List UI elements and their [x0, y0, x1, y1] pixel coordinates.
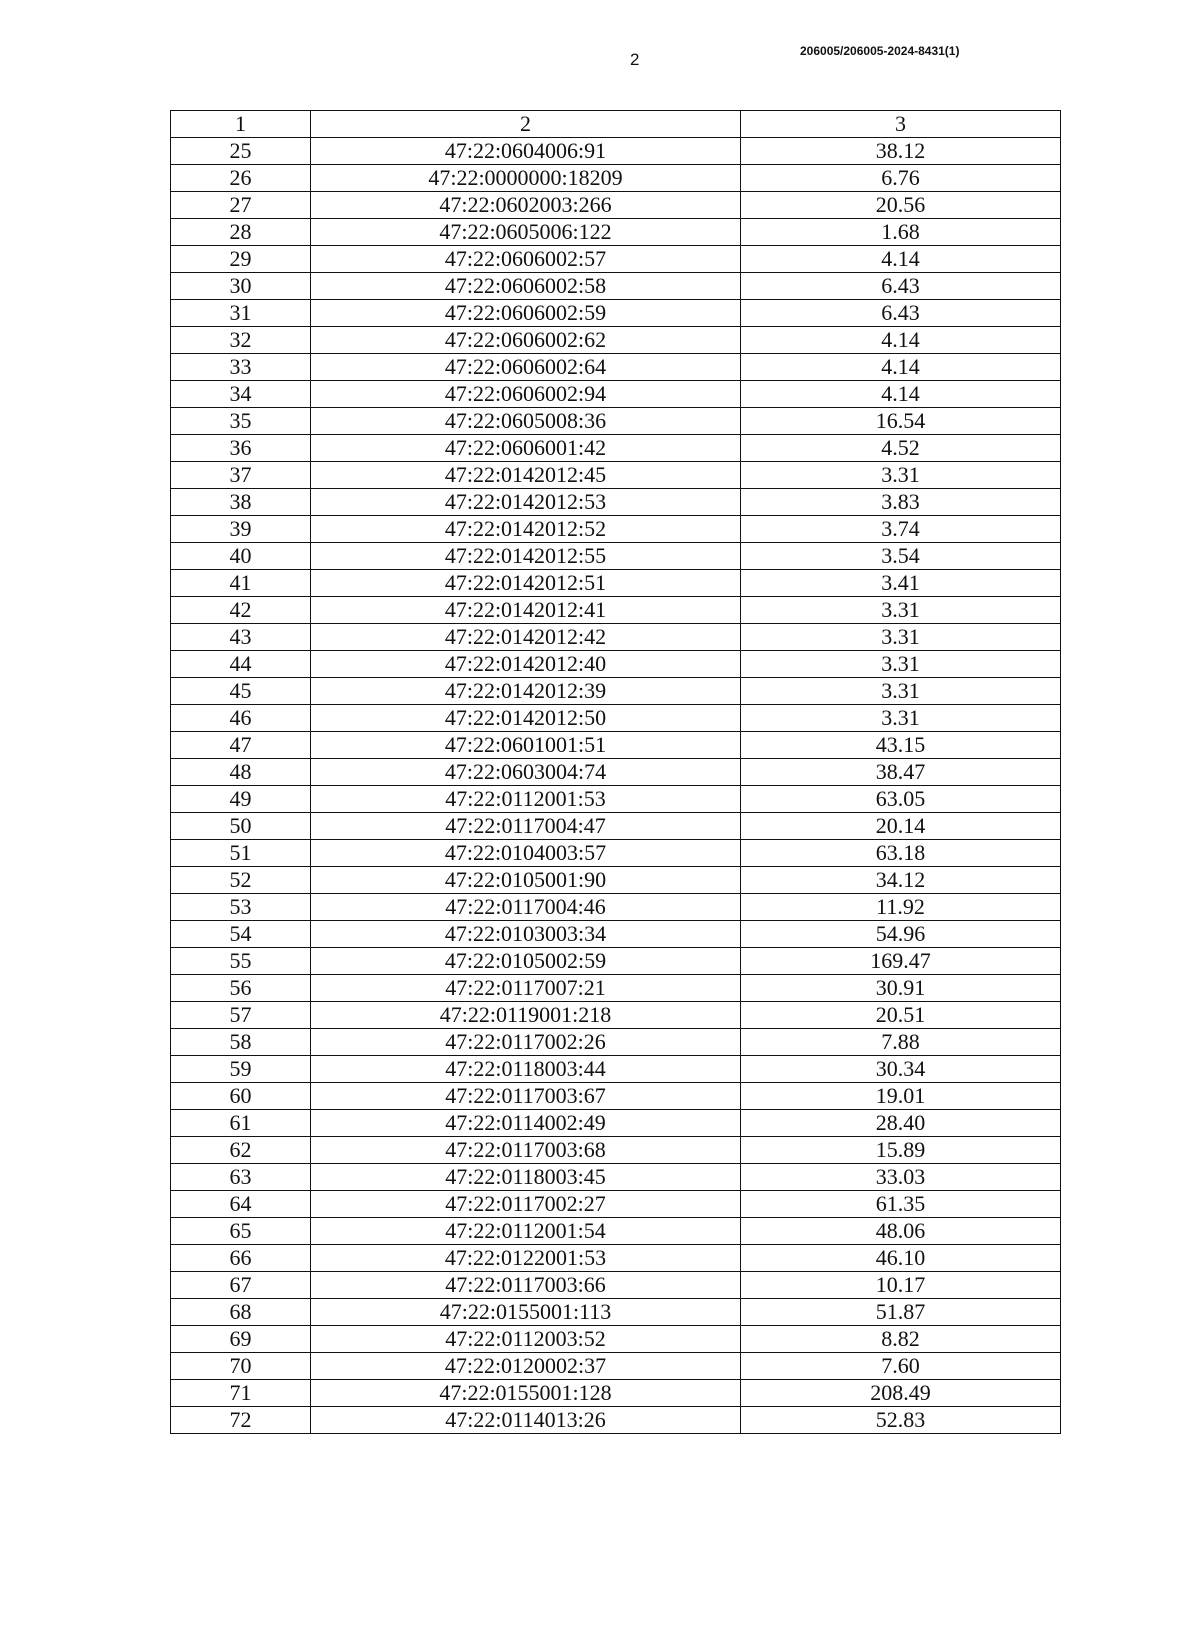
table-row	[171, 1083, 1061, 1110]
value-cell: 4.14	[741, 246, 1061, 273]
table-row	[171, 786, 1061, 813]
value-cell: 15.89	[741, 1137, 1061, 1164]
table-row	[171, 678, 1061, 705]
value-cell: 48.06	[741, 1218, 1061, 1245]
table-row	[171, 165, 1061, 192]
value-cell: 3.83	[741, 489, 1061, 516]
table-row	[171, 570, 1061, 597]
row-number-cell: 68	[171, 1299, 311, 1326]
row-number-cell: 52	[171, 867, 311, 894]
value-cell: 52.83	[741, 1407, 1061, 1434]
cadastral-number-cell: 47:22:0603004:74	[311, 759, 741, 786]
cadastral-number-cell: 47:22:0601001:51	[311, 732, 741, 759]
value-cell: 8.82	[741, 1326, 1061, 1353]
cadastral-number-cell: 47:22:0117004:46	[311, 894, 741, 921]
row-number-cell: 38	[171, 489, 311, 516]
cadastral-number-cell: 47:22:0606002:62	[311, 327, 741, 354]
column-header-3: 3	[741, 111, 1061, 138]
row-number-cell: 55	[171, 948, 311, 975]
table-row	[171, 624, 1061, 651]
value-cell: 3.41	[741, 570, 1061, 597]
value-cell: 63.05	[741, 786, 1061, 813]
row-number-cell: 42	[171, 597, 311, 624]
table-row	[171, 300, 1061, 327]
cadastral-number-cell: 47:22:0602003:266	[311, 192, 741, 219]
cadastral-number-cell: 47:22:0118003:45	[311, 1164, 741, 1191]
value-cell: 30.34	[741, 1056, 1061, 1083]
cadastral-number-cell: 47:22:0142012:52	[311, 516, 741, 543]
row-number-cell: 56	[171, 975, 311, 1002]
row-number-cell: 63	[171, 1164, 311, 1191]
cadastral-number-cell: 47:22:0142012:53	[311, 489, 741, 516]
column-header-1: 1	[171, 111, 311, 138]
value-cell: 3.31	[741, 705, 1061, 732]
cadastral-number-cell: 47:22:0119001:218	[311, 1002, 741, 1029]
row-number-cell: 30	[171, 273, 311, 300]
cadastral-number-cell: 47:22:0105002:59	[311, 948, 741, 975]
cadastral-number-cell: 47:22:0605008:36	[311, 408, 741, 435]
cadastral-number-cell: 47:22:0155001:128	[311, 1380, 741, 1407]
row-number-cell: 70	[171, 1353, 311, 1380]
row-number-cell: 26	[171, 165, 311, 192]
value-cell: 10.17	[741, 1272, 1061, 1299]
cadastral-number-cell: 47:22:0117002:27	[311, 1191, 741, 1218]
row-number-cell: 46	[171, 705, 311, 732]
cadastral-number-cell: 47:22:0606002:59	[311, 300, 741, 327]
value-cell: 33.03	[741, 1164, 1061, 1191]
table-row	[171, 894, 1061, 921]
cadastral-number-cell: 47:22:0114013:26	[311, 1407, 741, 1434]
row-number-cell: 51	[171, 840, 311, 867]
cadastral-number-cell: 47:22:0117003:66	[311, 1272, 741, 1299]
row-number-cell: 54	[171, 921, 311, 948]
table-row	[171, 1380, 1061, 1407]
document-id: 206005/206005-2024-8431(1)	[800, 44, 960, 58]
cadastral-number-cell: 47:22:0103003:34	[311, 921, 741, 948]
row-number-cell: 31	[171, 300, 311, 327]
value-cell: 61.35	[741, 1191, 1061, 1218]
value-cell: 1.68	[741, 219, 1061, 246]
table-body	[171, 138, 1061, 1434]
cadastral-number-cell: 47:22:0117007:21	[311, 975, 741, 1002]
table-row	[171, 1245, 1061, 1272]
table-row	[171, 840, 1061, 867]
row-number-cell: 33	[171, 354, 311, 381]
table-row	[171, 975, 1061, 1002]
cadastral-number-cell: 47:22:0142012:41	[311, 597, 741, 624]
table-row	[171, 408, 1061, 435]
cadastral-number-cell: 47:22:0104003:57	[311, 840, 741, 867]
row-number-cell: 35	[171, 408, 311, 435]
value-cell: 20.51	[741, 1002, 1061, 1029]
cadastral-number-cell: 47:22:0112001:53	[311, 786, 741, 813]
table-row	[171, 1110, 1061, 1137]
cadastral-number-cell: 47:22:0606002:94	[311, 381, 741, 408]
row-number-cell: 57	[171, 1002, 311, 1029]
table-row	[171, 489, 1061, 516]
row-number-cell: 71	[171, 1380, 311, 1407]
cadastral-number-cell: 47:22:0606002:64	[311, 354, 741, 381]
cadastral-number-cell: 47:22:0142012:39	[311, 678, 741, 705]
value-cell: 3.54	[741, 543, 1061, 570]
table-header-row	[171, 111, 1061, 138]
row-number-cell: 40	[171, 543, 311, 570]
page-number: 2	[630, 50, 640, 69]
cadastral-number-cell: 47:22:0117003:68	[311, 1137, 741, 1164]
row-number-cell: 62	[171, 1137, 311, 1164]
cadastral-number-cell: 47:22:0606002:57	[311, 246, 741, 273]
value-cell: 20.56	[741, 192, 1061, 219]
value-cell: 208.49	[741, 1380, 1061, 1407]
row-number-cell: 53	[171, 894, 311, 921]
table-row	[171, 759, 1061, 786]
value-cell: 7.88	[741, 1029, 1061, 1056]
value-cell: 11.92	[741, 894, 1061, 921]
value-cell: 20.14	[741, 813, 1061, 840]
table-row	[171, 327, 1061, 354]
value-cell: 63.18	[741, 840, 1061, 867]
value-cell: 34.12	[741, 867, 1061, 894]
table-row	[171, 1326, 1061, 1353]
table-row	[171, 1056, 1061, 1083]
row-number-cell: 39	[171, 516, 311, 543]
table-row	[171, 462, 1061, 489]
cadastral-number-cell: 47:22:0120002:37	[311, 1353, 741, 1380]
value-cell: 7.60	[741, 1353, 1061, 1380]
cadastral-number-cell: 47:22:0142012:55	[311, 543, 741, 570]
table-row	[171, 651, 1061, 678]
parcel-table	[170, 110, 1061, 1434]
table-row	[171, 246, 1061, 273]
table-row	[171, 867, 1061, 894]
row-number-cell: 27	[171, 192, 311, 219]
value-cell: 54.96	[741, 921, 1061, 948]
table-row	[171, 1218, 1061, 1245]
row-number-cell: 25	[171, 138, 311, 165]
cadastral-number-cell: 47:22:0000000:18209	[311, 165, 741, 192]
row-number-cell: 50	[171, 813, 311, 840]
row-number-cell: 29	[171, 246, 311, 273]
table-row	[171, 1353, 1061, 1380]
row-number-cell: 44	[171, 651, 311, 678]
row-number-cell: 67	[171, 1272, 311, 1299]
cadastral-number-cell: 47:22:0122001:53	[311, 1245, 741, 1272]
row-number-cell: 49	[171, 786, 311, 813]
row-number-cell: 36	[171, 435, 311, 462]
table-row	[171, 597, 1061, 624]
value-cell: 16.54	[741, 408, 1061, 435]
table-row	[171, 1272, 1061, 1299]
table-row	[171, 138, 1061, 165]
row-number-cell: 65	[171, 1218, 311, 1245]
row-number-cell: 66	[171, 1245, 311, 1272]
row-number-cell: 72	[171, 1407, 311, 1434]
value-cell: 4.52	[741, 435, 1061, 462]
table-row	[171, 354, 1061, 381]
cadastral-number-cell: 47:22:0142012:42	[311, 624, 741, 651]
table-row	[171, 732, 1061, 759]
cadastral-number-cell: 47:22:0604006:91	[311, 138, 741, 165]
table-row	[171, 381, 1061, 408]
row-number-cell: 28	[171, 219, 311, 246]
row-number-cell: 37	[171, 462, 311, 489]
table-row	[171, 948, 1061, 975]
table-row	[171, 273, 1061, 300]
cadastral-number-cell: 47:22:0155001:113	[311, 1299, 741, 1326]
row-number-cell: 32	[171, 327, 311, 354]
row-number-cell: 34	[171, 381, 311, 408]
value-cell: 30.91	[741, 975, 1061, 1002]
row-number-cell: 58	[171, 1029, 311, 1056]
cadastral-number-cell: 47:22:0117004:47	[311, 813, 741, 840]
table-row	[171, 1407, 1061, 1434]
table-row	[171, 813, 1061, 840]
table-row	[171, 219, 1061, 246]
cadastral-number-cell: 47:22:0142012:45	[311, 462, 741, 489]
value-cell: 6.76	[741, 165, 1061, 192]
value-cell: 38.47	[741, 759, 1061, 786]
cadastral-number-cell: 47:22:0117002:26	[311, 1029, 741, 1056]
table-row	[171, 543, 1061, 570]
value-cell: 19.01	[741, 1083, 1061, 1110]
row-number-cell: 64	[171, 1191, 311, 1218]
cadastral-number-cell: 47:22:0606002:58	[311, 273, 741, 300]
table-row	[171, 1002, 1061, 1029]
row-number-cell: 45	[171, 678, 311, 705]
value-cell: 43.15	[741, 732, 1061, 759]
value-cell: 3.31	[741, 678, 1061, 705]
value-cell: 3.31	[741, 597, 1061, 624]
value-cell: 51.87	[741, 1299, 1061, 1326]
value-cell: 3.31	[741, 462, 1061, 489]
row-number-cell: 61	[171, 1110, 311, 1137]
row-number-cell: 41	[171, 570, 311, 597]
value-cell: 38.12	[741, 138, 1061, 165]
row-number-cell: 43	[171, 624, 311, 651]
value-cell: 4.14	[741, 381, 1061, 408]
row-number-cell: 59	[171, 1056, 311, 1083]
table-row	[171, 1164, 1061, 1191]
cadastral-number-cell: 47:22:0142012:50	[311, 705, 741, 732]
table-row	[171, 192, 1061, 219]
cadastral-number-cell: 47:22:0142012:40	[311, 651, 741, 678]
value-cell: 4.14	[741, 327, 1061, 354]
column-header-2: 2	[311, 111, 741, 138]
cadastral-number-cell: 47:22:0605006:122	[311, 219, 741, 246]
cadastral-number-cell: 47:22:0142012:51	[311, 570, 741, 597]
value-cell: 3.31	[741, 651, 1061, 678]
row-number-cell: 48	[171, 759, 311, 786]
table-row	[171, 516, 1061, 543]
value-cell: 3.74	[741, 516, 1061, 543]
table-row	[171, 435, 1061, 462]
row-number-cell: 60	[171, 1083, 311, 1110]
row-number-cell: 47	[171, 732, 311, 759]
value-cell: 28.40	[741, 1110, 1061, 1137]
table-row	[171, 921, 1061, 948]
row-number-cell: 69	[171, 1326, 311, 1353]
cadastral-number-cell: 47:22:0112003:52	[311, 1326, 741, 1353]
cadastral-number-cell: 47:22:0118003:44	[311, 1056, 741, 1083]
table-row	[171, 1137, 1061, 1164]
value-cell: 169.47	[741, 948, 1061, 975]
value-cell: 46.10	[741, 1245, 1061, 1272]
table-row	[171, 1191, 1061, 1218]
cadastral-number-cell: 47:22:0114002:49	[311, 1110, 741, 1137]
value-cell: 4.14	[741, 354, 1061, 381]
table-row	[171, 1029, 1061, 1056]
cadastral-number-cell: 47:22:0606001:42	[311, 435, 741, 462]
table-row	[171, 705, 1061, 732]
cadastral-number-cell: 47:22:0105001:90	[311, 867, 741, 894]
value-cell: 6.43	[741, 300, 1061, 327]
cadastral-number-cell: 47:22:0117003:67	[311, 1083, 741, 1110]
value-cell: 6.43	[741, 273, 1061, 300]
value-cell: 3.31	[741, 624, 1061, 651]
table-row	[171, 1299, 1061, 1326]
cadastral-number-cell: 47:22:0112001:54	[311, 1218, 741, 1245]
